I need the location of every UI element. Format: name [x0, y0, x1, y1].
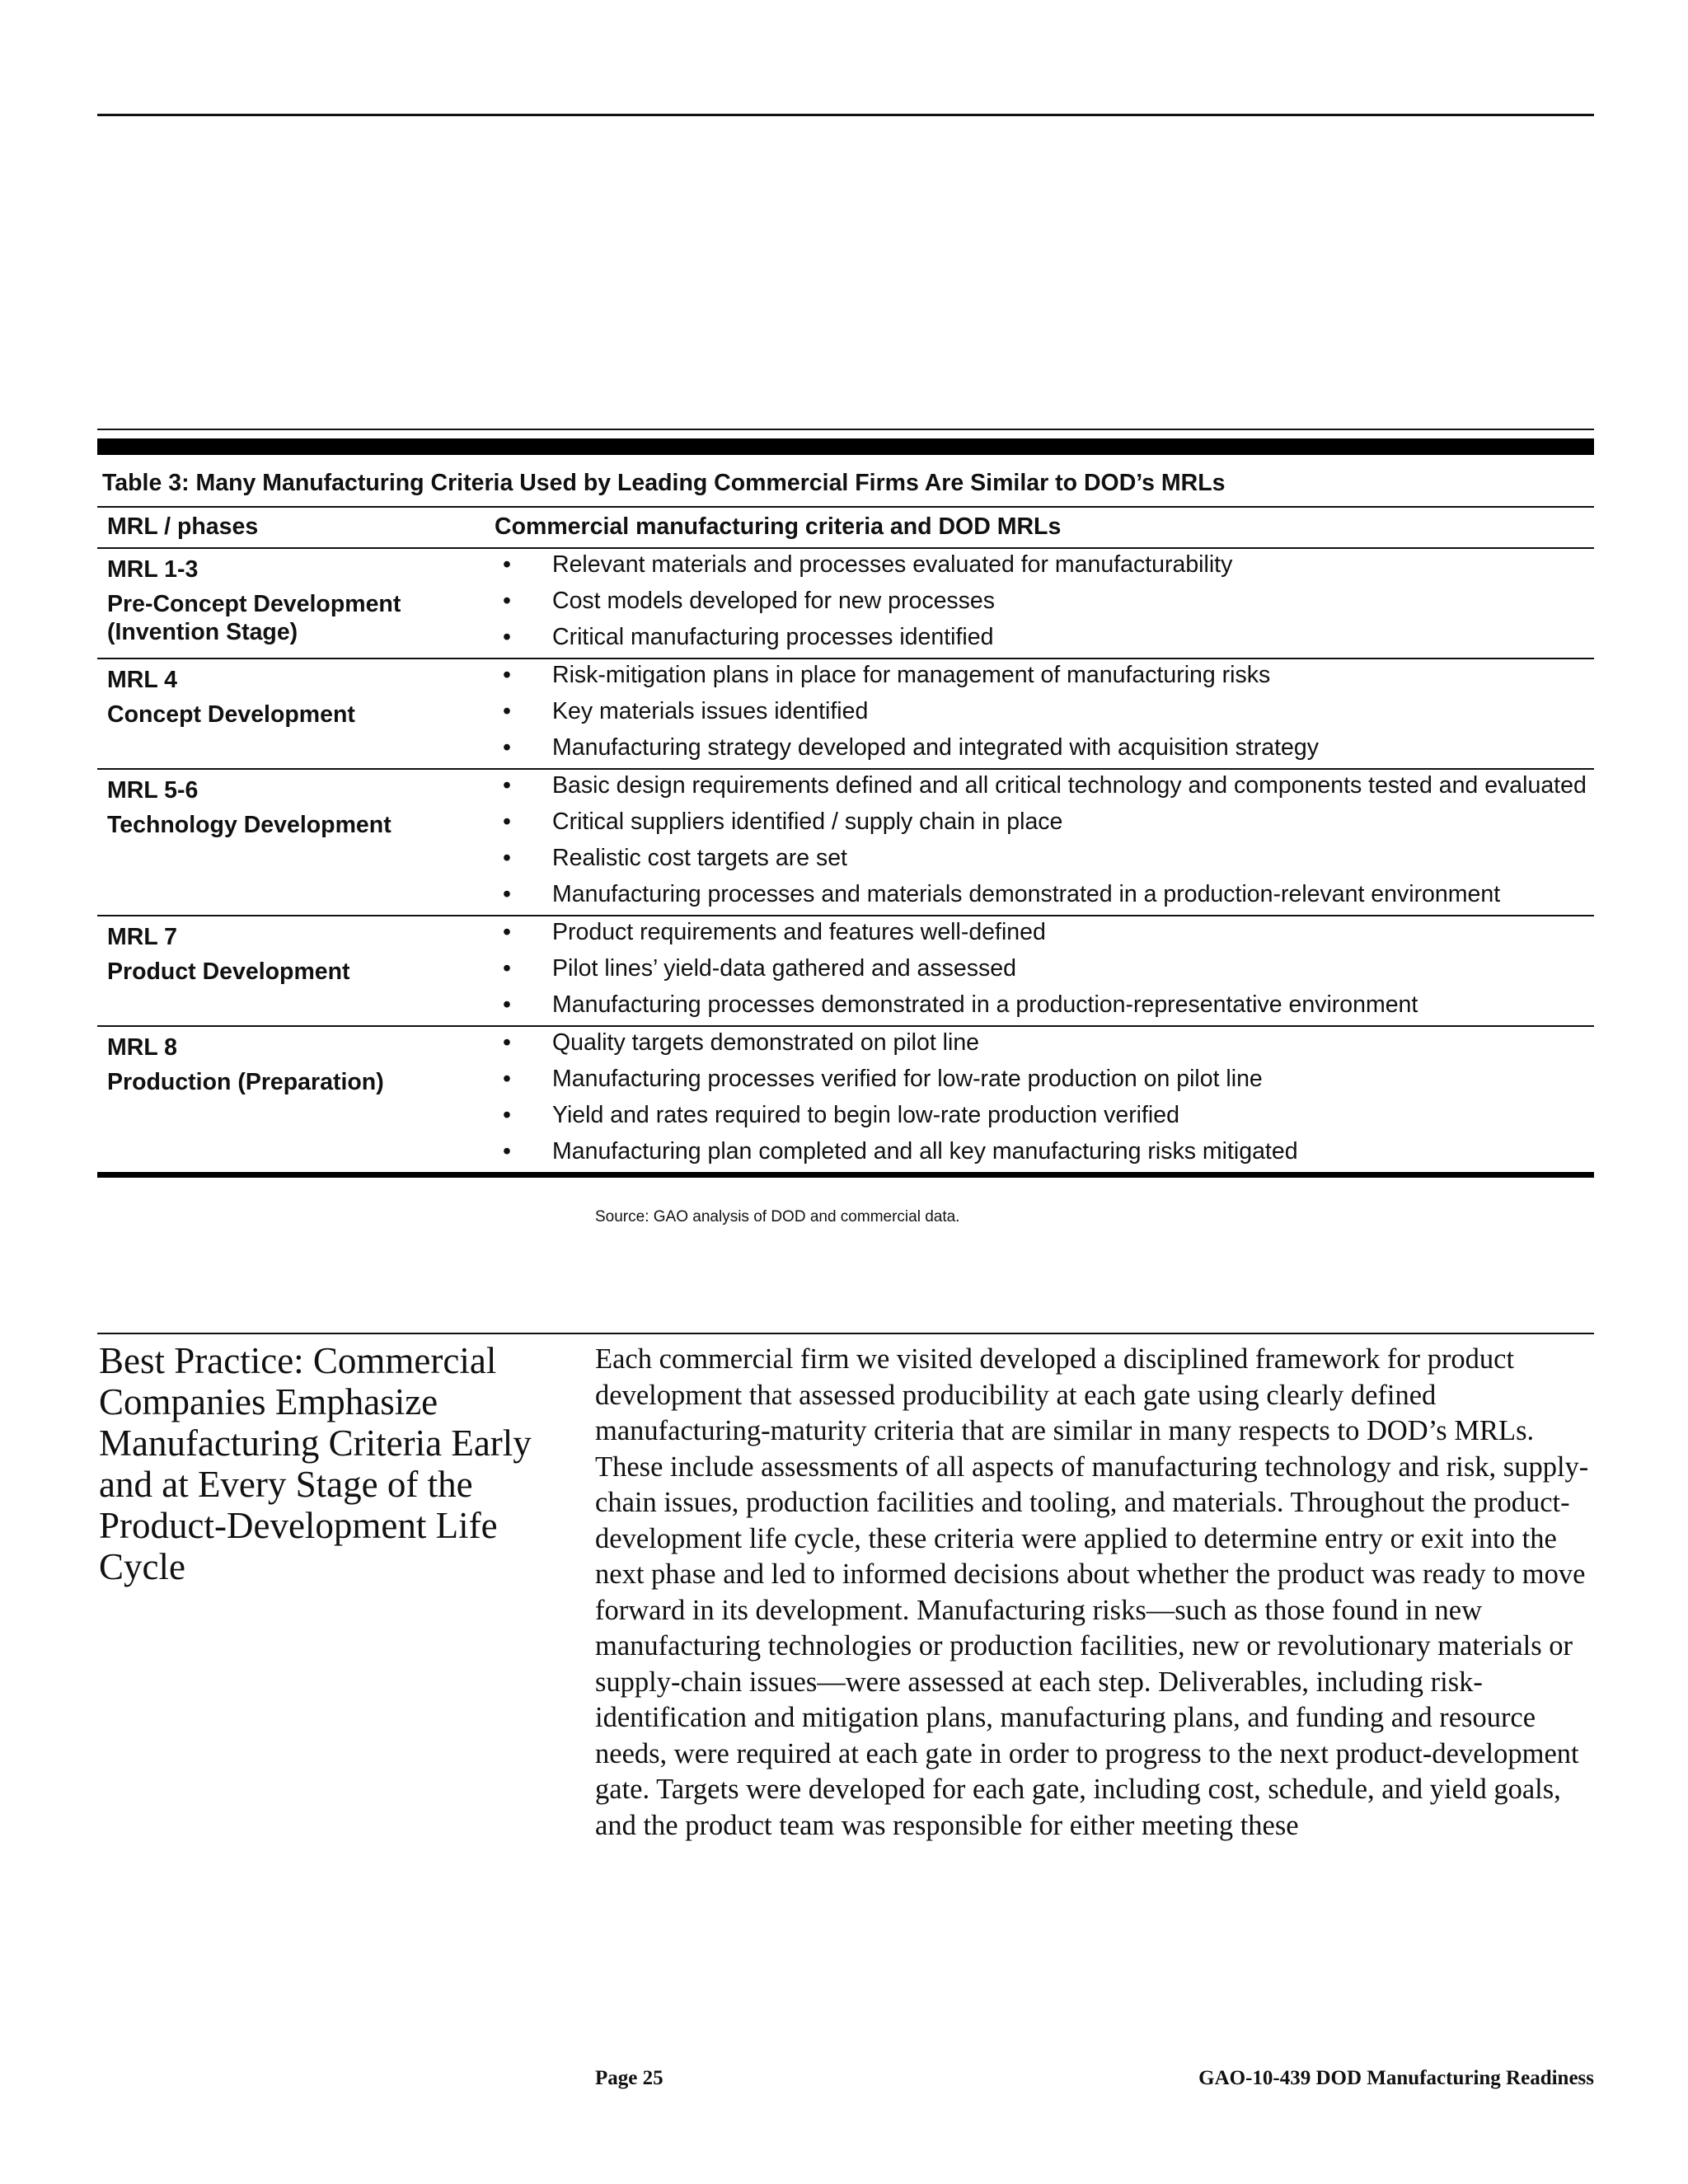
bullet-icon: •: [503, 772, 511, 799]
table-header-row: [97, 507, 1594, 548]
bullet-icon: •: [503, 734, 511, 761]
criteria-list: [485, 661, 1594, 762]
section-body-paragraph: Each commercial firm we visited developed a disciplined framework for product development that assessed producibility at each gate using clearly defined manufacturing-maturity criteria that are similar in many respects to DOD’s MRLs. These include assessments of all aspects of manufacturing technology and risk, supply-chain issues, production facilities and tooling, and materials. Throughout the product-development life cycle, these criteria were applied to determine entry or exit into the next phase and led to informed decisions about whether the product was ready to move forward in its development. Manufacturing risks—such as those found in new manufacturing technologies or production facilities, new or revolutionary materials or supply-chain issues—were assessed at each step. Deliverables, including risk-identification and mitigation plans, manufacturing plans, and funding and resource needs, were required at each gate in order to progress to the next product-development gate. Targets were developed for each gate, including cost, schedule, and yield goals, and the product team was responsible for either meeting these: [595, 1343, 1589, 1841]
bullet-icon: •: [503, 955, 511, 982]
bullet-icon: •: [503, 1066, 511, 1092]
table-top-thin-rule: [97, 429, 1594, 430]
criteria-item: [485, 844, 1594, 872]
mrl-label: MRL 1-3: [107, 556, 199, 583]
phase-cell: [97, 769, 485, 916]
criteria-text: Yield and rates required to begin low-rate production verified: [552, 1102, 1179, 1128]
section-side-heading: Best Practice: Commercial Companies Emphasize Manufacturing Criteria Early and at Every Stage of the Product-Development Life Cycle: [99, 1340, 532, 1587]
criteria-item: [485, 551, 1594, 579]
footer-report-id: GAO-10-439 DOD Manufacturing Readiness: [1198, 2067, 1594, 2089]
criteria-cell: [485, 548, 1594, 658]
criteria-item: [485, 1101, 1594, 1129]
criteria-text: Manufacturing plan completed and all key manufacturing risks mitigated: [552, 1138, 1298, 1165]
criteria-item: [485, 918, 1594, 946]
bullet-icon: •: [503, 551, 511, 578]
criteria-item: [485, 733, 1594, 762]
criteria-item: [485, 623, 1594, 651]
criteria-item: [485, 697, 1594, 725]
criteria-cell: [485, 769, 1594, 916]
phase-cell: [97, 916, 485, 1026]
criteria-cell: [485, 1026, 1594, 1175]
criteria-item: [485, 880, 1594, 908]
top-rule: [97, 114, 1594, 116]
bullet-icon: •: [503, 1138, 511, 1165]
table-row: [97, 548, 1594, 658]
header-criteria: Commercial manufacturing criteria and DOD MRLs: [485, 507, 1594, 548]
criteria-item: [485, 1137, 1594, 1165]
bullet-icon: •: [503, 698, 511, 724]
criteria-list: [485, 551, 1594, 651]
criteria-text: Product requirements and features well-defined: [552, 919, 1046, 945]
table-row: [97, 658, 1594, 769]
table-source-note: Source: GAO analysis of DOD and commercial data.: [595, 1208, 960, 1226]
phase-cell: [97, 658, 485, 769]
criteria-cell: [485, 658, 1594, 769]
phase-label: Product Development: [107, 958, 350, 985]
criteria-list: [485, 771, 1594, 908]
criteria-item: [485, 771, 1594, 799]
table-row: [97, 916, 1594, 1026]
criteria-item: [485, 991, 1594, 1019]
criteria-list: [485, 918, 1594, 1019]
bullet-icon: •: [503, 845, 511, 871]
phase-cell: [97, 1026, 485, 1175]
footer-page-number: Page 25: [595, 2067, 663, 2089]
table-row: [97, 769, 1594, 916]
bullet-icon: •: [503, 588, 511, 614]
criteria-table-section: [97, 429, 1594, 1178]
table-title: Table 3: Many Manufacturing Criteria Used by Leading Commercial Firms Are Similar to DOD’s MRLs: [102, 470, 1226, 496]
criteria-text: Risk-mitigation plans in place for management of manufacturing risks: [552, 662, 1271, 688]
section-rule: [97, 1333, 1594, 1334]
criteria-item: [485, 808, 1594, 836]
criteria-text: Pilot lines’ yield-data gathered and assessed: [552, 955, 1016, 982]
criteria-item: [485, 954, 1594, 982]
criteria-text: Manufacturing strategy developed and integrated with acquisition strategy: [552, 734, 1319, 761]
criteria-item: [485, 1029, 1594, 1057]
phase-label: Concept Development: [107, 701, 355, 728]
phase-label: Pre-Concept Development (Invention Stage): [107, 591, 401, 645]
bullet-icon: •: [503, 919, 511, 945]
criteria-text: Critical suppliers identified / supply chain in place: [552, 808, 1063, 835]
bullet-icon: •: [503, 1029, 511, 1056]
criteria-text: Manufacturing processes demonstrated in a production-representative environment: [552, 991, 1418, 1018]
criteria-text: Basic design requirements defined and all critical technology and components tested and evaluated: [552, 772, 1587, 799]
criteria-text: Manufacturing processes and materials demonstrated in a production-relevant environment: [552, 881, 1501, 907]
criteria-item: [485, 587, 1594, 615]
bullet-icon: •: [503, 991, 511, 1018]
bullet-icon: •: [503, 881, 511, 907]
phase-label: Production (Preparation): [107, 1069, 384, 1095]
criteria-cell: [485, 916, 1594, 1026]
bullet-icon: •: [503, 1102, 511, 1128]
header-mrl-phases: MRL / phases: [97, 507, 485, 548]
bullet-icon: •: [503, 624, 511, 650]
mrl-label: MRL 4: [107, 667, 177, 693]
criteria-text: Relevant materials and processes evaluated for manufacturability: [552, 551, 1233, 578]
criteria-text: Quality targets demonstrated on pilot line: [552, 1029, 980, 1056]
criteria-item: [485, 661, 1594, 689]
criteria-item: [485, 1065, 1594, 1093]
criteria-text: Key materials issues identified: [552, 698, 869, 724]
criteria-table: [97, 506, 1594, 1178]
mrl-label: MRL 7: [107, 924, 177, 950]
phase-cell: [97, 548, 485, 658]
table-top-thick-rule: [97, 438, 1594, 455]
criteria-list: [485, 1029, 1594, 1165]
criteria-text: Manufacturing processes verified for low-rate production on pilot line: [552, 1066, 1263, 1092]
mrl-label: MRL 5-6: [107, 777, 199, 804]
criteria-text: Critical manufacturing processes identified: [552, 624, 994, 650]
bullet-icon: •: [503, 662, 511, 688]
criteria-text: Realistic cost targets are set: [552, 845, 847, 871]
mrl-label: MRL 8: [107, 1034, 177, 1061]
bullet-icon: •: [503, 808, 511, 835]
table-body: [97, 548, 1594, 1175]
table-row: [97, 1026, 1594, 1175]
phase-label: Technology Development: [107, 812, 392, 838]
criteria-text: Cost models developed for new processes: [552, 588, 996, 614]
